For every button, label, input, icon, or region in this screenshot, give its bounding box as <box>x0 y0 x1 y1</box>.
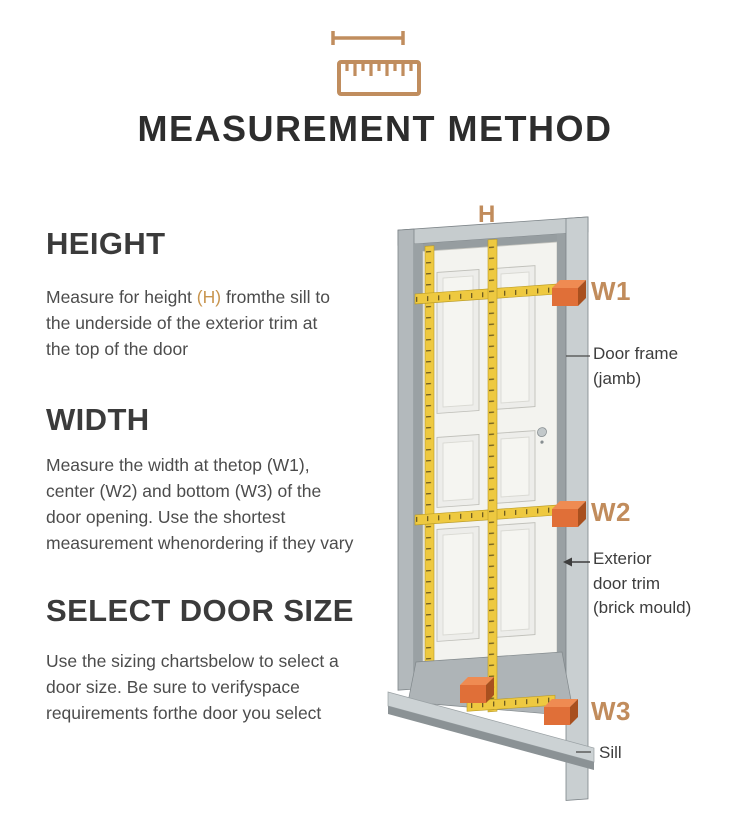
text-line: Use the sizing chartsbelow to select a <box>46 651 339 671</box>
text-line: the underside of the exterior trim at <box>46 313 318 333</box>
measure-block-w2 <box>552 501 586 527</box>
w1-label: W1 <box>591 276 631 306</box>
text-line: measurement whenordering if they vary <box>46 533 354 553</box>
text-line: center (W2) and bottom (W3) of the <box>46 481 322 501</box>
door-frame-callout <box>593 342 678 391</box>
w3-label: W3 <box>591 696 631 726</box>
h-label: H <box>478 201 496 228</box>
text-line: Measure the width at thetop (W1), <box>46 455 310 475</box>
text-line: door size. Be sure to verifyspace <box>46 677 300 697</box>
measure-block-w3-right <box>544 699 578 725</box>
callout-line: (brick mould) <box>593 598 692 617</box>
page-title: MEASUREMENT METHOD <box>137 108 613 149</box>
text-segment: Measure for height <box>46 287 197 307</box>
door-illustration <box>372 200 720 817</box>
width-description <box>46 452 386 556</box>
ruler-icon <box>325 24 425 100</box>
sill-callout: Sill <box>599 743 622 762</box>
door-measurement-diagram <box>372 200 750 817</box>
callout-line: Door frame <box>593 344 679 363</box>
door-knob <box>538 427 547 437</box>
text-line: the top of the door <box>46 339 189 359</box>
jamb-left-reveal <box>414 243 423 684</box>
door-frame-left-trim <box>398 229 414 690</box>
callout-line: Exterior <box>593 549 652 568</box>
height-h-highlight: (H) <box>196 287 222 307</box>
text-line <box>46 284 386 310</box>
w2-label: W2 <box>591 497 631 527</box>
measuring-tape-vertical-left <box>425 246 434 697</box>
callout-line: door trim <box>593 573 661 593</box>
height-description <box>46 284 386 362</box>
text-segment: fromthe sill to <box>221 287 331 307</box>
measure-block-w1 <box>552 280 586 306</box>
callout-line: (jamb) <box>593 368 642 388</box>
select-door-size-heading: SELECT DOOR SIZE <box>46 593 354 628</box>
text-line: door opening. Use the shortest <box>46 507 286 527</box>
width-heading: WIDTH <box>46 402 150 437</box>
measure-block-w3-left <box>460 677 494 703</box>
text-line: requirements forthe door you select <box>46 703 322 723</box>
exterior-trim-callout <box>593 547 691 621</box>
measuring-tape-vertical-center <box>488 239 497 712</box>
select-door-size-description <box>46 648 386 726</box>
height-heading: HEIGHT <box>46 226 166 261</box>
